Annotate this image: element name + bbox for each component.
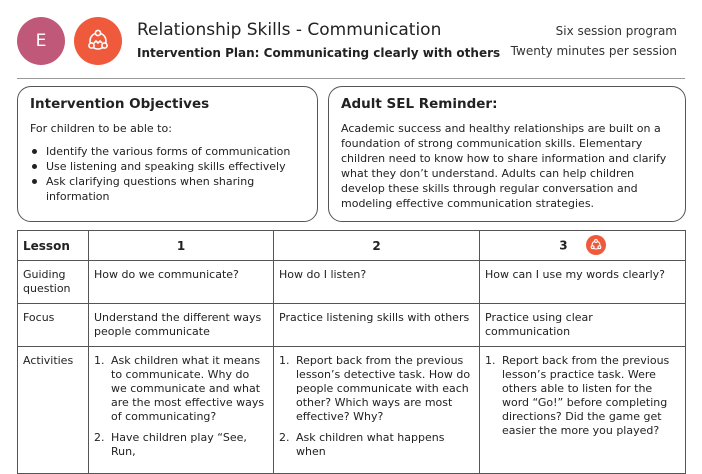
row-label-guiding: Guiding question [18, 261, 89, 304]
objectives-list [30, 144, 305, 204]
activity-list [279, 354, 474, 459]
list-item: 2. Have children play “See, Run, [94, 431, 247, 458]
table-header-row [18, 231, 686, 261]
header-lesson: Lesson [18, 231, 89, 261]
reminder-body: Academic success and healthy relationships are built on a foundation of strong communication skills. Elementary children need to know how to share information and clarify what they don’t understand. Adults can help children develop these skills through regular conversation and modeling effective communication strategies. [341, 122, 667, 210]
header-lesson-3-label: 3 [559, 238, 568, 252]
list-item: 1. Ask children what it means to communicate. Why do we communicate and what are the most effective ways of communicating? [94, 354, 265, 423]
row-label-focus: Focus [18, 304, 89, 347]
header-lesson-3 [480, 231, 686, 261]
list-item: 1. Report back from the previous lesson’s practice task. Were others able to listen for the word “Go!” before completing directions? Did the game get easier the more you played? [485, 354, 670, 437]
sel-reminder-box [328, 86, 686, 222]
page-title: Relationship Skills - Communication [137, 20, 442, 40]
header-lesson-1: 1 [89, 231, 274, 261]
objective-item: Use listening and speaking skills effectively [30, 159, 305, 174]
activity-list [485, 354, 680, 438]
objective-item: Ask clarifying questions when sharing information [30, 174, 305, 204]
people-network-icon [586, 235, 606, 255]
table-cell [480, 347, 686, 474]
header-divider [17, 78, 685, 79]
badge-letter: E [35, 31, 47, 51]
list-item: 1. Report back from the previous lesson’s detective task. How do people communicate with each other? Which ways are most effective? Why? [279, 354, 471, 423]
lesson-table [17, 230, 686, 474]
table-cell: Practice listening skills with others [274, 304, 480, 347]
page-subtitle: Intervention Plan: Communicating clearly with others [137, 46, 501, 60]
row-label-activities: Activities [18, 347, 89, 474]
table-row [18, 261, 686, 304]
activity-list [94, 354, 268, 459]
document-header [0, 0, 702, 80]
category-badge [17, 17, 65, 65]
table-cell: How can I use my words clearly? [480, 261, 686, 304]
table-cell [274, 347, 480, 474]
table-cell: How do we communicate? [89, 261, 274, 304]
table-cell [89, 347, 274, 474]
table-cell: How do I listen? [274, 261, 480, 304]
reminder-heading: Adult SEL Reminder: [341, 96, 498, 112]
program-length: Six session program [555, 24, 677, 38]
objectives-box [17, 86, 318, 222]
list-item: 2. Ask children what happens when [279, 431, 445, 458]
objective-item: Identify the various forms of communication [30, 144, 305, 159]
objectives-heading: Intervention Objectives [30, 96, 210, 112]
table-cell: Understand the different ways people communicate [89, 304, 274, 347]
objectives-intro: For children to be able to: [30, 122, 172, 135]
session-length: Twenty minutes per session [510, 44, 677, 58]
header-lesson-2: 2 [274, 231, 480, 261]
table-row [18, 347, 686, 474]
table-cell: Practice using clear communication [480, 304, 686, 347]
table-row [18, 304, 686, 347]
people-network-icon [74, 17, 122, 65]
